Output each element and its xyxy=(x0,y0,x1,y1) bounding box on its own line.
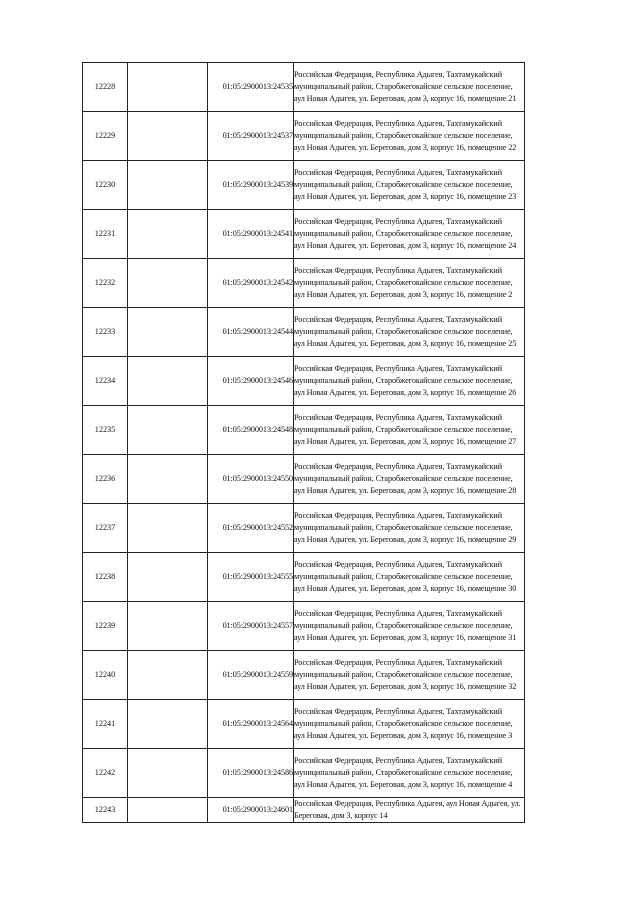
empty-cell xyxy=(128,455,208,504)
table-row xyxy=(83,161,525,210)
cadastral-number: 01:05:2900013:24552 xyxy=(208,504,294,553)
address-cell xyxy=(294,210,525,259)
cadastral-number: 01:05:2900013:24539 xyxy=(208,161,294,210)
empty-cell xyxy=(128,700,208,749)
empty-cell xyxy=(128,63,208,112)
row-number: 12230 xyxy=(83,161,128,210)
cadastral-number: 01:05:2900013:24544 xyxy=(208,308,294,357)
table-row xyxy=(83,749,525,798)
row-number: 12233 xyxy=(83,308,128,357)
empty-cell xyxy=(128,406,208,455)
table-row xyxy=(83,798,525,823)
table-row xyxy=(83,553,525,602)
cadastral-number: 01:05:2900013:24535 xyxy=(208,63,294,112)
row-number: 12242 xyxy=(83,749,128,798)
cadastral-number: 01:05:2900013:24555 xyxy=(208,553,294,602)
row-number: 12243 xyxy=(83,798,128,823)
table-row xyxy=(83,455,525,504)
empty-cell xyxy=(128,357,208,406)
address-cell xyxy=(294,308,525,357)
cadastral-number: 01:05:2900013:24541 xyxy=(208,210,294,259)
empty-cell xyxy=(128,308,208,357)
empty-cell xyxy=(128,210,208,259)
row-number: 12234 xyxy=(83,357,128,406)
empty-cell xyxy=(128,651,208,700)
row-number: 12228 xyxy=(83,63,128,112)
address-cell xyxy=(294,504,525,553)
address-text: Российская Федерация, Республика Адыгея, Тахтамукайский муниципальный район, Старобжегокайское сельское поселение, аул Новая Адыгея, ул. Береговая, дом 3, корпус 16, помещение 3 xyxy=(294,706,513,741)
empty-cell xyxy=(128,161,208,210)
row-number: 12237 xyxy=(83,504,128,553)
cadastral-number: 01:05:2900013:24546 xyxy=(208,357,294,406)
address-cell xyxy=(294,553,525,602)
row-number: 12235 xyxy=(83,406,128,455)
row-number: 12239 xyxy=(83,602,128,651)
table-row xyxy=(83,210,525,259)
cadastral-number: 01:05:2900013:24542 xyxy=(208,259,294,308)
empty-cell xyxy=(128,749,208,798)
table-row xyxy=(83,308,525,357)
address-text: Российская Федерация, Республика Адыгея, аул Новая Адыгея, ул. Береговая, дом 3, корпус 14 xyxy=(294,799,521,821)
address-cell xyxy=(294,749,525,798)
address-cell xyxy=(294,259,525,308)
row-number: 12236 xyxy=(83,455,128,504)
cadastral-number: 01:05:2900013:24548 xyxy=(208,406,294,455)
row-number: 12229 xyxy=(83,112,128,161)
table-row xyxy=(83,700,525,749)
address-text: Российская Федерация, Республика Адыгея, Тахтамукайский муниципальный район, Старобжегокайское сельское поселение, аул Новая Адыгея, ул. Береговая, дом 3, корпус 16, помещение 23 xyxy=(294,167,517,202)
address-cell xyxy=(294,455,525,504)
empty-cell xyxy=(128,504,208,553)
address-text: Российская Федерация, Республика Адыгея, Тахтамукайский муниципальный район, Старобжегокайское сельское поселение, аул Новая Адыгея, ул. Береговая, дом 3, корпус 16, помещение 25 xyxy=(294,314,517,349)
cadastral-number: 01:05:2900013:24550 xyxy=(208,455,294,504)
table-row xyxy=(83,259,525,308)
address-text: Российская Федерация, Республика Адыгея, Тахтамукайский муниципальный район, Старобжегокайское сельское поселение, аул Новая Адыгея, ул. Береговая, дом 3, корпус 16, помещение 31 xyxy=(294,608,517,643)
empty-cell xyxy=(128,112,208,161)
address-text: Российская Федерация, Республика Адыгея, Тахтамукайский муниципальный район, Старобжегокайское сельское поселение, аул Новая Адыгея, ул. Береговая, дом 3, корпус 16, помещение 27 xyxy=(294,412,517,447)
row-number: 12238 xyxy=(83,553,128,602)
cadastral-number: 01:05:2900013:24557 xyxy=(208,602,294,651)
cadastral-number: 01:05:2900013:24601 xyxy=(208,798,294,823)
address-cell xyxy=(294,161,525,210)
table-row xyxy=(83,504,525,553)
address-text: Российская Федерация, Республика Адыгея, Тахтамукайский муниципальный район, Старобжегокайское сельское поселение, аул Новая Адыгея, ул. Береговая, дом 3, корпус 16, помещение 24 xyxy=(294,216,517,251)
cadastral-number: 01:05:2900013:24559 xyxy=(208,651,294,700)
address-text: Российская Федерация, Республика Адыгея, Тахтамукайский муниципальный район, Старобжегокайское сельское поселение, аул Новая Адыгея, ул. Береговая, дом 3, корпус 16, помещение 2 xyxy=(294,265,513,300)
row-number: 12240 xyxy=(83,651,128,700)
cadastral-number: 01:05:2900013:24537 xyxy=(208,112,294,161)
address-text: Российская Федерация, Республика Адыгея, Тахтамукайский муниципальный район, Старобжегокайское сельское поселение, аул Новая Адыгея, ул. Береговая, дом 3, корпус 16, помещение 28 xyxy=(294,461,517,496)
row-number: 12231 xyxy=(83,210,128,259)
row-number: 12241 xyxy=(83,700,128,749)
table-row xyxy=(83,63,525,112)
empty-cell xyxy=(128,798,208,823)
table-row xyxy=(83,112,525,161)
table-row xyxy=(83,406,525,455)
address-cell xyxy=(294,700,525,749)
empty-cell xyxy=(128,602,208,651)
empty-cell xyxy=(128,259,208,308)
address-text: Российская Федерация, Республика Адыгея, Тахтамукайский муниципальный район, Старобжегокайское сельское поселение, аул Новая Адыгея, ул. Береговая, дом 3, корпус 16, помещение 29 xyxy=(294,510,517,545)
cadastral-registry-table xyxy=(82,62,525,823)
empty-cell xyxy=(128,553,208,602)
address-cell xyxy=(294,63,525,112)
address-text: Российская Федерация, Республика Адыгея, Тахтамукайский муниципальный район, Старобжегокайское сельское поселение, аул Новая Адыгея, ул. Береговая, дом 3, корпус 16, помещение 32 xyxy=(294,657,517,692)
address-text: Российская Федерация, Республика Адыгея, Тахтамукайский муниципальный район, Старобжегокайское сельское поселение, аул Новая Адыгея, ул. Береговая, дом 3, корпус 16, помещение 21 xyxy=(294,69,517,104)
address-text: Российская Федерация, Республика Адыгея, Тахтамукайский муниципальный район, Старобжегокайское сельское поселение, аул Новая Адыгея, ул. Береговая, дом 3, корпус 16, помещение 4 xyxy=(294,755,513,790)
address-cell xyxy=(294,798,525,823)
address-cell xyxy=(294,651,525,700)
address-text: Российская Федерация, Республика Адыгея, Тахтамукайский муниципальный район, Старобжегокайское сельское поселение, аул Новая Адыгея, ул. Береговая, дом 3, корпус 16, помещение 22 xyxy=(294,118,517,153)
address-cell xyxy=(294,406,525,455)
cadastral-number: 01:05:2900013:24564 xyxy=(208,700,294,749)
address-text: Российская Федерация, Республика Адыгея, Тахтамукайский муниципальный район, Старобжегокайское сельское поселение, аул Новая Адыгея, ул. Береговая, дом 3, корпус 16, помещение 30 xyxy=(294,559,517,594)
cadastral-number: 01:05:2900013:24586 xyxy=(208,749,294,798)
address-text: Российская Федерация, Республика Адыгея, Тахтамукайский муниципальный район, Старобжегокайское сельское поселение, аул Новая Адыгея, ул. Береговая, дом 3, корпус 16, помещение 26 xyxy=(294,363,517,398)
table-row xyxy=(83,602,525,651)
address-cell xyxy=(294,112,525,161)
table-row xyxy=(83,651,525,700)
table-row xyxy=(83,357,525,406)
row-number: 12232 xyxy=(83,259,128,308)
address-cell xyxy=(294,357,525,406)
address-cell xyxy=(294,602,525,651)
